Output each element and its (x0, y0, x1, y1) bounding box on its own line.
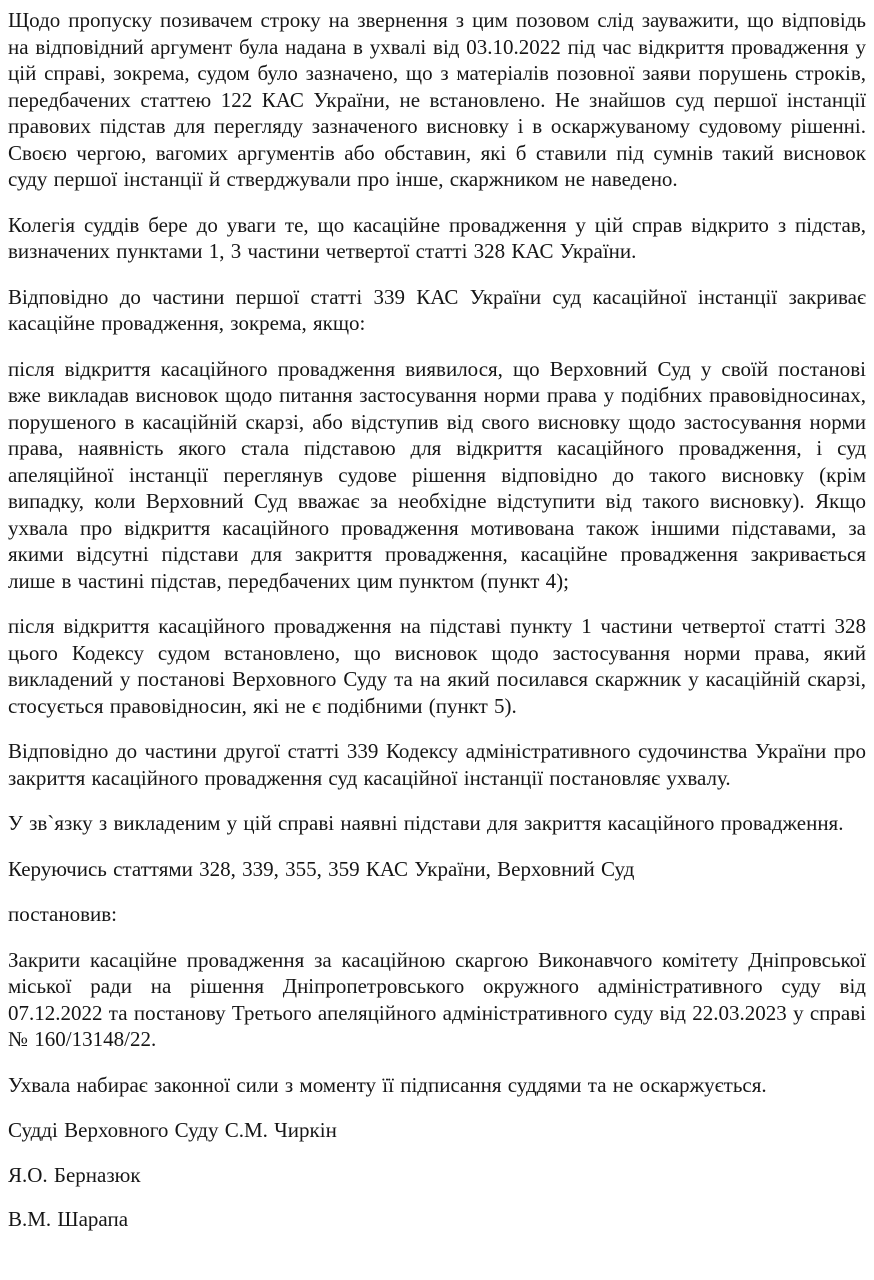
judge-signature-bernaziuk: Я.О. Берназюк (8, 1162, 141, 1187)
paragraph-guided-by-articles: Керуючись статтями 328, 339, 355, 359 КАС України, Верховний Суд (8, 856, 635, 881)
paragraph-entry-into-force: Ухвала набирає законної сили з моменту її підписання суддями та не оскаржується. (8, 1072, 767, 1097)
paragraph-closure-ground-point-5: після відкриття касаційного провадження на підставі пункту 1 частини четвертої статті 328 цього Кодексу судом встановлено, що висновок щодо застосування норми права, який викладений у постанові Верховного Суду та на який посилався скаржник у касаційній скарзі, стосується правовідносин, які не є подібними (пункт 5). (8, 614, 866, 718)
judge-signature-sharapa: В.М. Шарапа (8, 1207, 129, 1231)
paragraph-conclusion-grounds-for-closure: У зв`язку з викладеним у цій справі наявні підстави для закриття касаційного провадження. (8, 811, 844, 835)
paragraph-resolved-heading: постановив: (8, 902, 117, 926)
paragraph-operative-close-proceedings: Закрити касаційне провадження за касаційною скаргою Виконавчого комітету Дніпровської міської ради на рішення Дніпропетровського окружного адміністративного суду від 07.12.2022 та постанову Третього апеляційного адміністративного суду від 22.03.2023 у справі № 160/13148/22. (8, 947, 866, 1051)
paragraph-cassation-opened-grounds: Колегія суддів бере до уваги те, що касаційне провадження у цій справ відкрито з підстав, визначених пунктами 1, 3 частини четвертої статті 328 КАС України. (8, 212, 866, 263)
paragraph-article-339-part-two: Відповідно до частини другої статті 339 Кодексу адміністративного судочинства України про закриття касаційного провадження суд касаційної інстанції постановляє ухвалу. (8, 739, 866, 790)
paragraph-term-missed-argument: Щодо пропуску позивачем строку на звернення з цим позовом слід зауважити, що відповідь на відповідний аргумент була надана в ухвалі від 03.10.2022 під час відкриття провадження у цій справі, зокрема, судом було зазначено, що з матеріалів позовної заяви порушень строків, передбачених статтею 122 КАС України, не встановлено. Не знайшов суд першої інстанції правових підстав для перегляду зазначеного висновку і в оскаржуваному судовому рішенні. Своєю чергою, вагомих аргументів або обставин, які б ставили під сумнів такий висновок суду першої інстанції й стверджували про інше, скаржником не наведено. (8, 8, 866, 191)
paragraph-article-339-part-one: Відповідно до частини першої статті 339 КАС України суд касаційної інстанції закриває касаційне провадження, зокрема, якщо: (8, 284, 866, 335)
judge-signature-chyrkin: Судді Верховного Суду С.М. Чиркін (8, 1118, 337, 1142)
paragraph-closure-ground-point-4: після відкриття касаційного провадження виявилося, що Верховний Суд у своїй постанові вже викладав висновок щодо питання застосування норми права у подібних правовідносинах, порушеного в касаційній скарзі, або відступив від свого висновку щодо застосування норми права, наявність якого стала підставою для відкриття касаційного провадження, і суд апеляційної інстанції переглянув судове рішення відповідно до такого висновку (крім випадку, коли Верховний Суд вважає за необхідне відступити від такого висновку). Якщо ухвала про відкриття касаційного провадження мотивована також іншими підставами, за якими відсутні підстави для закриття провадження, касаційне провадження закривається лише в частині підстав, передбачених цим пунктом (пункт 4); (8, 356, 866, 593)
